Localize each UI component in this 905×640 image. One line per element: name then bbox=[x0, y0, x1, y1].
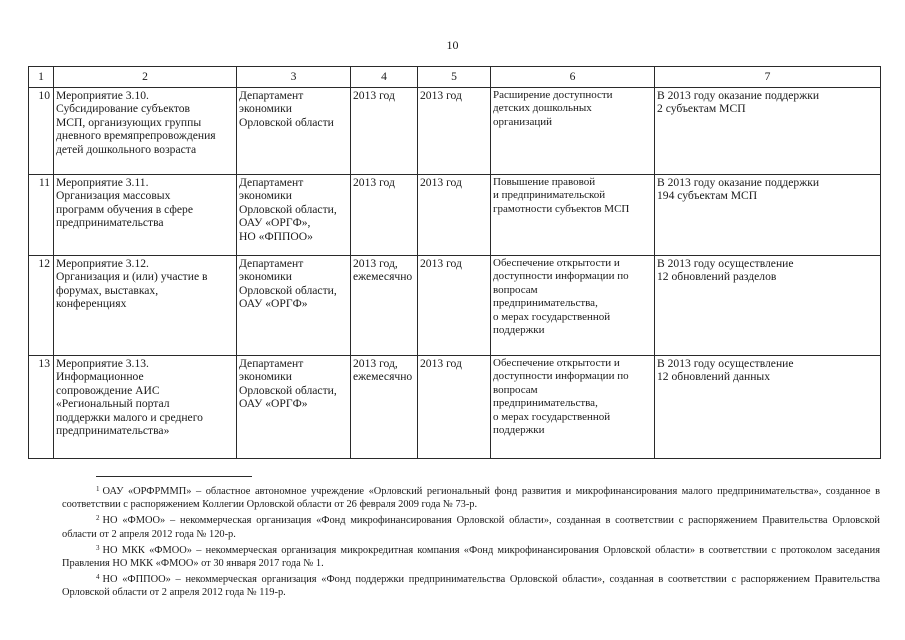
column-header: 5 bbox=[418, 67, 491, 88]
cell-line: Мероприятие 3.13. bbox=[56, 357, 149, 370]
cell-line: В 2013 году осуществление bbox=[657, 357, 794, 370]
footnote-mark: 3 bbox=[96, 543, 100, 552]
cell-line: вопросам bbox=[493, 383, 538, 396]
cell-line: вопросам bbox=[493, 283, 538, 296]
cell-line: доступности информации по bbox=[493, 370, 629, 383]
indicator-cell bbox=[655, 356, 881, 459]
cell-line: и предпринимательской bbox=[493, 189, 606, 202]
row-number-cell: 11 bbox=[29, 175, 54, 256]
footnote-mark: 2 bbox=[96, 514, 100, 523]
cell-line: 12 обновлений разделов bbox=[657, 270, 777, 284]
cell-line: Орловской области bbox=[239, 115, 334, 129]
footnote bbox=[62, 542, 880, 570]
end-period-cell bbox=[418, 88, 491, 175]
table-row bbox=[29, 356, 881, 459]
footnote bbox=[62, 483, 880, 511]
end-period-cell bbox=[418, 175, 491, 256]
page-number: 10 bbox=[446, 38, 459, 52]
cell-line: ОАУ «ОРГФ» bbox=[239, 297, 308, 311]
cell-line: 194 субъектам МСП bbox=[657, 189, 758, 203]
column-header: 7 bbox=[655, 67, 881, 88]
cell-line: Мероприятие 3.11. bbox=[56, 176, 149, 189]
cell-line: о мерах государственной bbox=[493, 310, 611, 323]
column-header: 3 bbox=[237, 67, 351, 88]
cell-line: Обеспечение открытости и bbox=[493, 257, 620, 269]
footnotes bbox=[62, 476, 880, 601]
cell-line: экономики bbox=[239, 370, 292, 384]
column-header: 2 bbox=[54, 67, 237, 88]
column-header: 1 bbox=[29, 67, 54, 88]
cell-line: поддержки малого и среднего bbox=[56, 410, 203, 424]
expected-result-cell bbox=[491, 356, 655, 459]
cell-line: 2 субъектам МСП bbox=[657, 102, 746, 116]
cell-line: Субсидирование субъектов bbox=[56, 102, 191, 116]
cell-line: 2013 год bbox=[353, 89, 395, 102]
event-cell bbox=[54, 175, 237, 256]
cell-line: поддержки bbox=[493, 324, 545, 337]
cell-line: грамотности субъектов МСП bbox=[493, 202, 630, 215]
cell-line: 2013 год, bbox=[353, 257, 398, 270]
cell-line: экономики bbox=[239, 102, 292, 116]
cell-line: форумах, выставках, bbox=[56, 283, 159, 297]
cell-line: Организация массовых bbox=[56, 189, 171, 203]
event-cell bbox=[54, 256, 237, 356]
cell-line: 2013 год bbox=[420, 176, 462, 189]
row-number-cell: 12 bbox=[29, 256, 54, 356]
cell-line: экономики bbox=[239, 189, 292, 203]
table-header-row bbox=[29, 67, 881, 88]
footnote-separator bbox=[96, 476, 252, 477]
cell-line: Мероприятие 3.12. bbox=[56, 257, 149, 270]
indicator-cell bbox=[655, 256, 881, 356]
cell-line: предпринимательства, bbox=[493, 397, 598, 410]
executor-cell bbox=[237, 88, 351, 175]
cell-line: 2013 год bbox=[420, 357, 462, 370]
start-period-cell bbox=[351, 256, 418, 356]
cell-line: Обеспечение открытости и bbox=[493, 357, 620, 369]
start-period-cell bbox=[351, 88, 418, 175]
cell-line: детей дошкольного возраста bbox=[56, 142, 197, 156]
cell-line: 2013 год, bbox=[353, 357, 398, 370]
footnote bbox=[62, 512, 880, 540]
cell-line: детских дошкольных bbox=[493, 102, 592, 115]
cell-line: 2013 год bbox=[420, 89, 462, 102]
table-row bbox=[29, 175, 881, 256]
cell-line: доступности информации по bbox=[493, 270, 629, 283]
cell-line: сопровождение АИС bbox=[56, 383, 160, 397]
cell-line: конференциях bbox=[56, 297, 127, 311]
cell-line: Департамент bbox=[239, 257, 304, 270]
cell-line: экономики bbox=[239, 270, 292, 284]
cell-line: 2013 год bbox=[353, 176, 395, 189]
start-period-cell bbox=[351, 356, 418, 459]
cell-line: организаций bbox=[493, 115, 553, 128]
footnote-mark: 1 bbox=[96, 485, 100, 493]
cell-line: НО «ФППОО» bbox=[239, 229, 313, 243]
table-row bbox=[29, 256, 881, 356]
executor-cell bbox=[237, 356, 351, 459]
cell-line: 2013 год bbox=[420, 257, 462, 270]
cell-line: Департамент bbox=[239, 89, 304, 102]
cell-line: Расширение доступности bbox=[493, 89, 613, 101]
cell-line: предпринимательства, bbox=[493, 297, 598, 310]
cell-line: Орловской области, bbox=[239, 283, 337, 297]
end-period-cell bbox=[418, 356, 491, 459]
footnote-text: НО «ФМОО» – некоммерческая организация «Фонд микрофинансирования Орловской области», созданная в соответствии с распоряжением Правительства Орловской области от 2 апреля 2012 года № 120-р. bbox=[62, 515, 880, 540]
event-cell bbox=[54, 356, 237, 459]
cell-line: Информационное bbox=[56, 370, 144, 384]
expected-result-cell bbox=[491, 88, 655, 175]
cell-line: ежемесячно bbox=[353, 270, 413, 284]
cell-line: поддержки bbox=[493, 424, 545, 437]
cell-line: ежемесячно bbox=[353, 370, 413, 384]
cell-line: 12 обновлений данных bbox=[657, 370, 770, 384]
expected-result-cell bbox=[491, 256, 655, 356]
measures-table bbox=[28, 66, 881, 459]
cell-line: МСП, организующих группы bbox=[56, 115, 202, 129]
footnote-text: НО «ФППОО» – некоммерческая организация «Фонд поддержки предпринимательства Орловской области», созданная в соответствии с распоряжением Правительства Орловской области от 2 апреля 2012 года № 119-р. bbox=[62, 574, 880, 599]
indicator-cell bbox=[655, 88, 881, 175]
cell-line: Повышение правовой bbox=[493, 176, 596, 188]
column-header: 4 bbox=[351, 67, 418, 88]
footnote-mark: 4 bbox=[96, 573, 100, 582]
cell-line: Мероприятие 3.10. bbox=[56, 89, 149, 102]
event-cell bbox=[54, 88, 237, 175]
cell-line: ОАУ «ОРГФ», bbox=[239, 216, 311, 230]
column-header: 6 bbox=[491, 67, 655, 88]
cell-line: ОАУ «ОРГФ» bbox=[239, 397, 308, 411]
cell-line: дневного времяпрепровождения bbox=[56, 129, 216, 143]
cell-line: Орловской области, bbox=[239, 383, 337, 397]
footnote bbox=[62, 571, 880, 599]
row-number-cell: 10 bbox=[29, 88, 54, 175]
cell-line: программ обучения в сфере bbox=[56, 202, 193, 216]
cell-line: Департамент bbox=[239, 357, 304, 370]
footnote-text: ОАУ «ОРФРММП» – областное автономное учреждение «Орловский региональный фонд развития и микрофинансирования малого предпринимательства», созданное в соответствии с распоряжением Коллегии Орловской области от 26 февраля 2009 года № 73-р. bbox=[62, 486, 880, 511]
cell-line: В 2013 году оказание поддержки bbox=[657, 176, 820, 189]
expected-result-cell bbox=[491, 175, 655, 256]
cell-line: предпринимательства bbox=[56, 216, 164, 230]
indicator-cell bbox=[655, 175, 881, 256]
footnote-text: НО МКК «ФМОО» – некоммерческая организация микрокредитная компания «Фонд микрофинансирования Орловской области» в соответствии с протоколом заседания Правления НО МКК «ФМОО» от 30 января 2017 года № 1. bbox=[62, 544, 880, 570]
cell-line: В 2013 году оказание поддержки bbox=[657, 89, 820, 102]
executor-cell bbox=[237, 256, 351, 356]
table-row bbox=[29, 88, 881, 175]
executor-cell bbox=[237, 175, 351, 256]
end-period-cell bbox=[418, 256, 491, 356]
cell-line: Организация и (или) участие в bbox=[56, 270, 208, 284]
cell-line: Орловской области, bbox=[239, 202, 337, 216]
cell-line: предпринимательства» bbox=[56, 424, 170, 438]
cell-line: В 2013 году осуществление bbox=[657, 257, 794, 270]
row-number-cell: 13 bbox=[29, 356, 54, 459]
cell-line: о мерах государственной bbox=[493, 410, 611, 423]
start-period-cell bbox=[351, 175, 418, 256]
cell-line: «Региональный портал bbox=[56, 397, 170, 411]
cell-line: Департамент bbox=[239, 176, 304, 189]
